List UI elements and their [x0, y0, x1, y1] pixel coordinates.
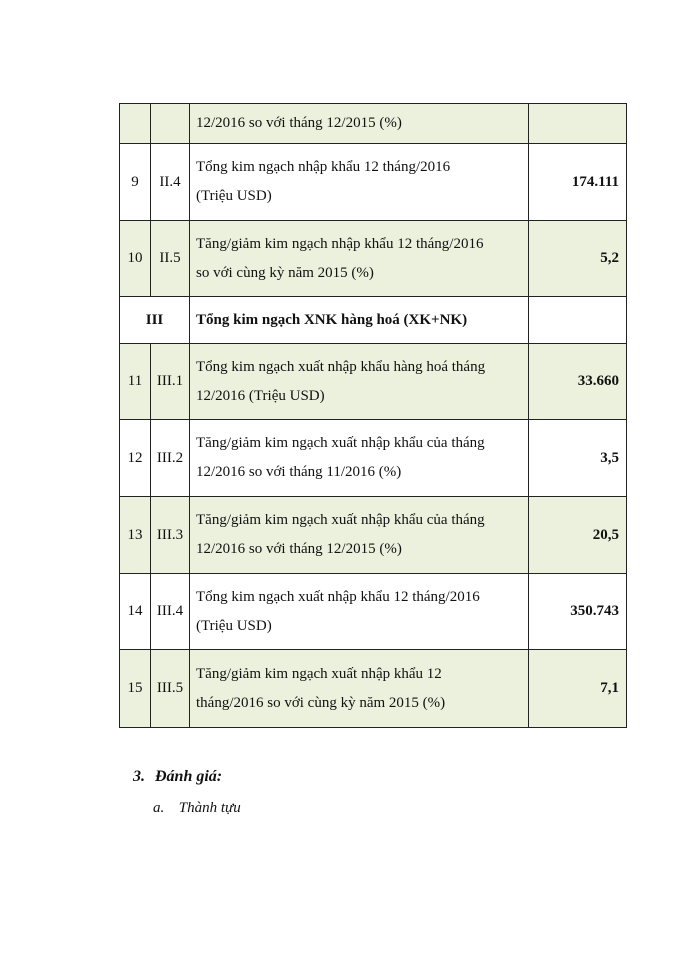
table-row [120, 574, 627, 650]
table-section-row [120, 297, 627, 344]
description-line: Tổng kim ngạch xuất nhập khẩu 12 tháng/2016 [196, 588, 480, 605]
indicator-code-cell: III.2 [151, 420, 190, 497]
indicator-code-cell: III.5 [151, 650, 190, 728]
section-heading-number: 3. [133, 768, 145, 785]
description-line: tháng/2016 so với cùng kỳ năm 2015 (%) [196, 694, 446, 711]
value-cell: 174.111 [529, 144, 627, 221]
sub-heading-letter: a. [153, 800, 165, 816]
sub-heading-text: Thành tựu [178, 800, 241, 816]
indicator-description-cell [190, 144, 529, 221]
value-cell: 20,5 [529, 497, 627, 574]
table-row [120, 650, 627, 728]
section-code-cell: III [120, 297, 190, 344]
value-cell: 350.743 [529, 574, 627, 650]
row-number-cell: 13 [120, 497, 151, 574]
indicator-code-cell: II.5 [151, 221, 190, 297]
description-line: 12/2016 so với tháng 12/2015 (%) [196, 115, 402, 131]
indicator-description-cell [190, 420, 529, 497]
indicator-code-cell: II.4 [151, 144, 190, 221]
indicator-description-cell [190, 344, 529, 420]
description-line: 12/2016 so với tháng 12/2015 (%) [196, 541, 402, 557]
section-heading-text: Đánh giá: [155, 768, 223, 785]
sub-heading [153, 800, 241, 817]
indicator-code-cell [151, 104, 190, 144]
value-cell: 3,5 [529, 420, 627, 497]
description-line: Tăng/giảm kim ngạch nhập khẩu 12 tháng/2016 [196, 235, 484, 252]
table-row [120, 344, 627, 420]
description-line: Tổng kim ngạch nhập khẩu 12 tháng/2016 [196, 159, 451, 175]
description-line: (Triệu USD) [196, 617, 272, 634]
value-cell [529, 104, 627, 144]
row-number-cell: 12 [120, 420, 151, 497]
description-line: so với cùng kỳ năm 2015 (%) [196, 264, 374, 281]
indicator-description-cell [190, 221, 529, 297]
table-row [120, 497, 627, 574]
description-line: 12/2016 (Triệu USD) [196, 387, 325, 404]
table-row [120, 420, 627, 497]
section-heading [133, 768, 222, 786]
section-title-cell: Tổng kim ngạch XNK hàng hoá (XK+NK) [190, 297, 529, 344]
row-number-cell: 10 [120, 221, 151, 297]
row-number-cell: 15 [120, 650, 151, 728]
table-row [120, 104, 627, 144]
indicator-code-cell: III.1 [151, 344, 190, 420]
value-cell [529, 297, 627, 344]
indicator-code-cell: III.3 [151, 497, 190, 574]
row-number-cell: 11 [120, 344, 151, 420]
row-number-cell: 9 [120, 144, 151, 221]
value-cell: 33.660 [529, 344, 627, 420]
value-cell: 5,2 [529, 221, 627, 297]
indicator-code-cell: III.4 [151, 574, 190, 650]
value-cell: 7,1 [529, 650, 627, 728]
indicator-description-cell [190, 104, 529, 144]
row-number-cell: 14 [120, 574, 151, 650]
description-line: Tăng/giảm kim ngạch xuất nhập khẩu của tháng [196, 512, 485, 528]
indicator-description-cell [190, 497, 529, 574]
description-line: Tăng/giảm kim ngạch xuất nhập khẩu của tháng [196, 435, 485, 451]
table-row [120, 144, 627, 221]
description-line: 12/2016 so với tháng 11/2016 (%) [196, 464, 402, 480]
row-number-cell [120, 104, 151, 144]
indicator-description-cell [190, 650, 529, 728]
table-row [120, 221, 627, 297]
indicator-description-cell [190, 574, 529, 650]
description-line: Tăng/giảm kim ngạch xuất nhập khẩu 12 [196, 665, 442, 682]
description-line: (Triệu USD) [196, 188, 272, 204]
description-line: Tổng kim ngạch xuất nhập khẩu hàng hoá tháng [196, 358, 486, 375]
statistics-table [119, 103, 627, 728]
